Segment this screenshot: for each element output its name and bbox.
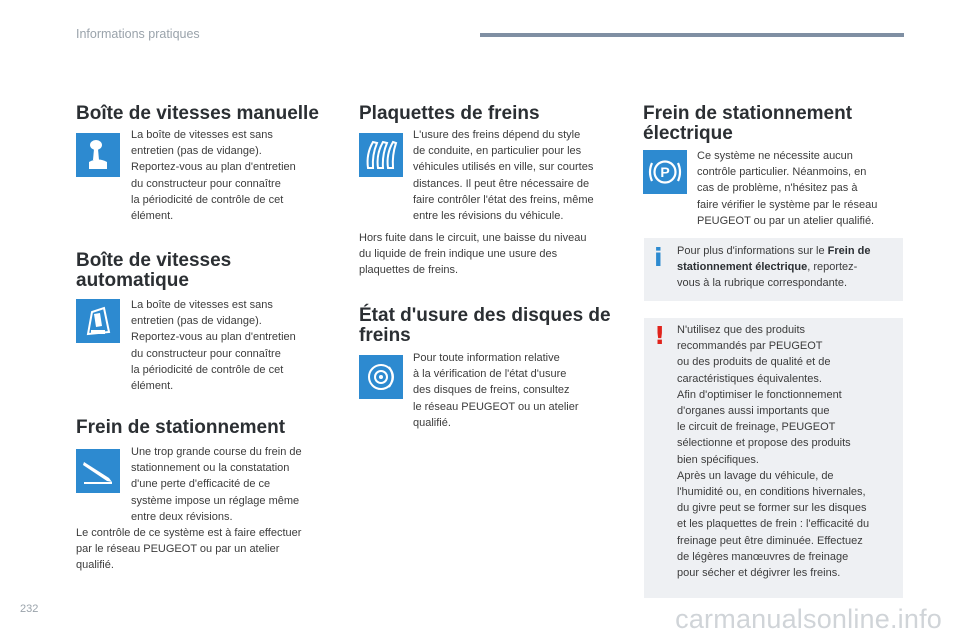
- page-number: 232: [20, 603, 39, 615]
- electric-parking-brake-icon: [643, 150, 687, 194]
- parking-brake-text: Une trop grande course du frein de stationnement ou la constatation d'une perte d'efficacité de ce système impose un réglage même entre deux révisions.: [131, 446, 302, 523]
- brake-disc-text: Pour toute information relative à la vérification de l'état d'usure des disques de freins, consultez le réseau PEUGEOT ou un atelier qualifié.: [413, 352, 579, 429]
- heading-brake-pads: Plaquettes de freins: [359, 103, 540, 124]
- warning-note: [644, 318, 903, 598]
- brake-pads-text: L'usure des freins dépend du style de conduite, en particulier pour les véhicules utilisés en ville, sur courtes distances. Il peut être nécessaire de faire contrôler l'état des freins, même entre les révisions du véhicule.: [413, 129, 594, 223]
- info-note-text: Pour plus d'informations sur le Frein de stationnement électrique, reportez- vous à la rubrique correspondante.: [677, 245, 871, 290]
- heading-electric-parking-brake: Frein de stationnement électrique: [643, 103, 853, 144]
- svg-text:P: P: [660, 164, 670, 180]
- running-header: Informations pratiques: [76, 27, 200, 41]
- automatic-gearbox-text: La boîte de vitesses est sans entretien (pas de vidange). Reportez-vous au plan d'entretien du constructeur pour connaître la périodicité de contrôle de cet élément.: [131, 299, 296, 393]
- header-rule: [480, 33, 904, 37]
- manual-gear-lever-icon: [76, 133, 120, 177]
- heading-brake-disc-wear: État d'usure des disques de freins: [359, 305, 611, 346]
- automatic-gear-selector-icon: [76, 299, 120, 343]
- warning-icon: !: [654, 321, 666, 350]
- parking-brake-followup: Le contrôle de ce système est à faire effectuer par le réseau PEUGEOT ou par un atelier qualifié.: [76, 527, 302, 572]
- watermark: carmanualsonline.info: [675, 604, 942, 634]
- heading-automatic-gearbox: Boîte de vitesses automatique: [76, 250, 232, 291]
- heading-manual-gearbox: Boîte de vitesses manuelle: [76, 103, 319, 124]
- warning-note-text: N'utilisez que des produits recommandés par PEUGEOT ou des produits de qualité et de caractéristiques équivalentes. Afin d'optimiser le fonctionnement d'organes aussi importants que le circuit de freinage, PEUGEOT sélectionne et propose des produits bien spécifiques. Après un lavage du véhicule, de l'humidité ou, en conditions hivernales, du givre peut se former sur les disques et les plaquettes de frein : l'efficacité du freinage peut être diminuée. Effectuez de légères manœuvres de freinage pour sécher et dégivrer les freins.: [677, 324, 870, 580]
- manual-gearbox-text: La boîte de vitesses est sans entretien (pas de vidange). Reportez-vous au plan d'entretien du constructeur pour connaître la périodicité de contrôle de cet élément.: [131, 129, 296, 223]
- brake-pads-icon: [359, 133, 403, 177]
- parking-brake-lever-icon: [76, 449, 120, 493]
- brake-disc-icon: [359, 355, 403, 399]
- electric-parking-brake-text: Ce système ne nécessite aucun contrôle particulier. Néanmoins, en cas de problème, n'hésitez pas à faire vérifier le système par le réseau PEUGEOT ou par un atelier qualifié.: [697, 150, 878, 227]
- heading-parking-brake: Frein de stationnement: [76, 417, 286, 438]
- info-icon: i: [654, 243, 663, 272]
- brake-pads-followup: Hors fuite dans le circuit, une baisse du niveau du liquide de frein indique une usure des plaquettes de freins.: [359, 232, 587, 277]
- info-note: [644, 238, 903, 301]
